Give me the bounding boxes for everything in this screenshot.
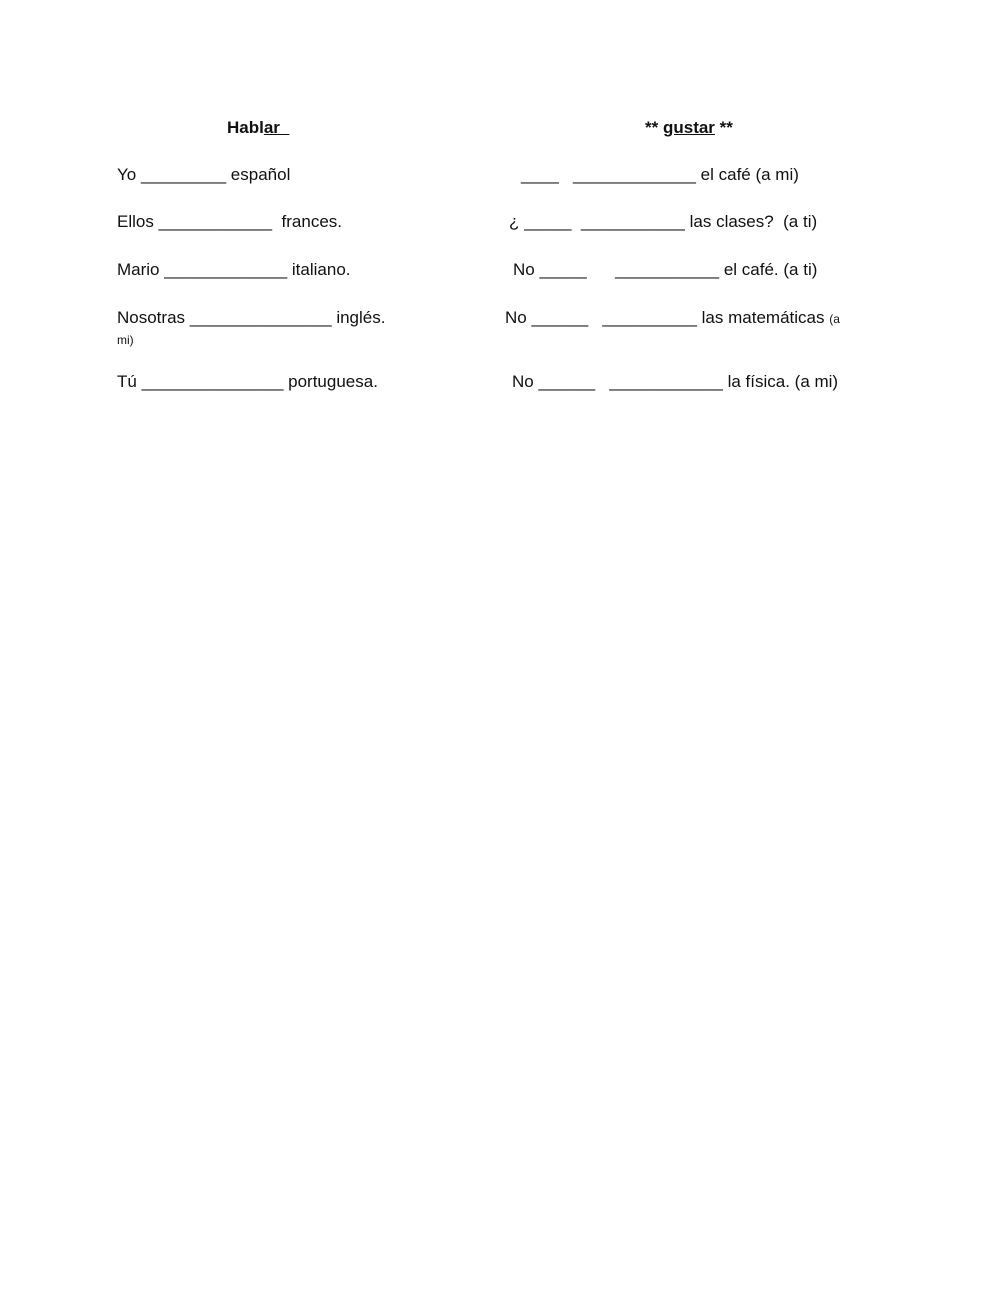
small-note-a: (a xyxy=(829,312,840,326)
start: No xyxy=(513,260,535,279)
start: No xyxy=(505,308,527,327)
subject: Nosotras xyxy=(117,308,186,327)
hablar-row-5 xyxy=(117,372,378,392)
start: No xyxy=(512,372,534,391)
verb-blank[interactable]: __________ xyxy=(602,308,697,327)
answer-blank[interactable]: ____________ xyxy=(158,212,273,231)
answer-blank[interactable]: _______________ xyxy=(141,372,284,391)
verb-blank[interactable]: _____________ xyxy=(573,165,696,184)
ending: portuguesa. xyxy=(288,372,378,391)
verb-blank[interactable]: ____________ xyxy=(609,372,723,391)
ending: italiano. xyxy=(291,260,351,279)
ending: el café. (a ti) xyxy=(723,260,818,279)
subject: Mario xyxy=(117,260,160,279)
subject: Yo xyxy=(117,165,137,184)
ending: el café (a mi) xyxy=(700,165,799,184)
pronoun-blank[interactable]: ______ xyxy=(531,308,589,327)
ending: las clases? (a ti) xyxy=(689,212,818,231)
hablar-heading-plain: Habl xyxy=(227,118,264,137)
hablar-heading-underlined: ar xyxy=(263,118,290,137)
gustar-heading-suffix: ** xyxy=(714,118,733,137)
ending: español xyxy=(230,165,291,184)
start: ¿ xyxy=(509,212,520,231)
gustar-row-2 xyxy=(509,212,817,232)
pronoun-blank[interactable]: _____ xyxy=(539,260,587,279)
ending: frances. xyxy=(276,212,342,231)
gustar-heading-underlined: gustar xyxy=(662,118,715,137)
pronoun-blank[interactable]: _____ xyxy=(524,212,572,231)
answer-blank[interactable]: _______________ xyxy=(189,308,332,327)
ending: inglés. xyxy=(336,308,386,327)
small-note-mi: mi) xyxy=(117,333,134,347)
pronoun-blank[interactable]: ______ xyxy=(538,372,596,391)
pronoun-blank[interactable]: ____ xyxy=(521,165,559,184)
ending: la física. (a mi) xyxy=(727,372,839,391)
subject: Tú xyxy=(117,372,137,391)
hablar-heading xyxy=(227,118,289,138)
gustar-row-1 xyxy=(521,165,799,185)
answer-blank[interactable]: _____________ xyxy=(164,260,288,279)
gustar-row-4 xyxy=(505,308,840,329)
hablar-row-3 xyxy=(117,260,351,280)
verb-blank[interactable]: ___________ xyxy=(580,212,685,231)
subject: Ellos xyxy=(117,212,154,231)
gustar-heading-prefix: ** xyxy=(645,118,663,137)
hablar-row-1 xyxy=(117,165,290,185)
hablar-row-4 xyxy=(117,308,385,328)
gustar-row-5 xyxy=(512,372,838,392)
gustar-row-3 xyxy=(513,260,817,280)
ending: las matemáticas xyxy=(701,308,825,327)
gustar-heading xyxy=(645,118,733,138)
hablar-row-2 xyxy=(117,212,342,232)
verb-blank[interactable]: ___________ xyxy=(615,260,720,279)
answer-blank[interactable]: _________ xyxy=(140,165,227,184)
